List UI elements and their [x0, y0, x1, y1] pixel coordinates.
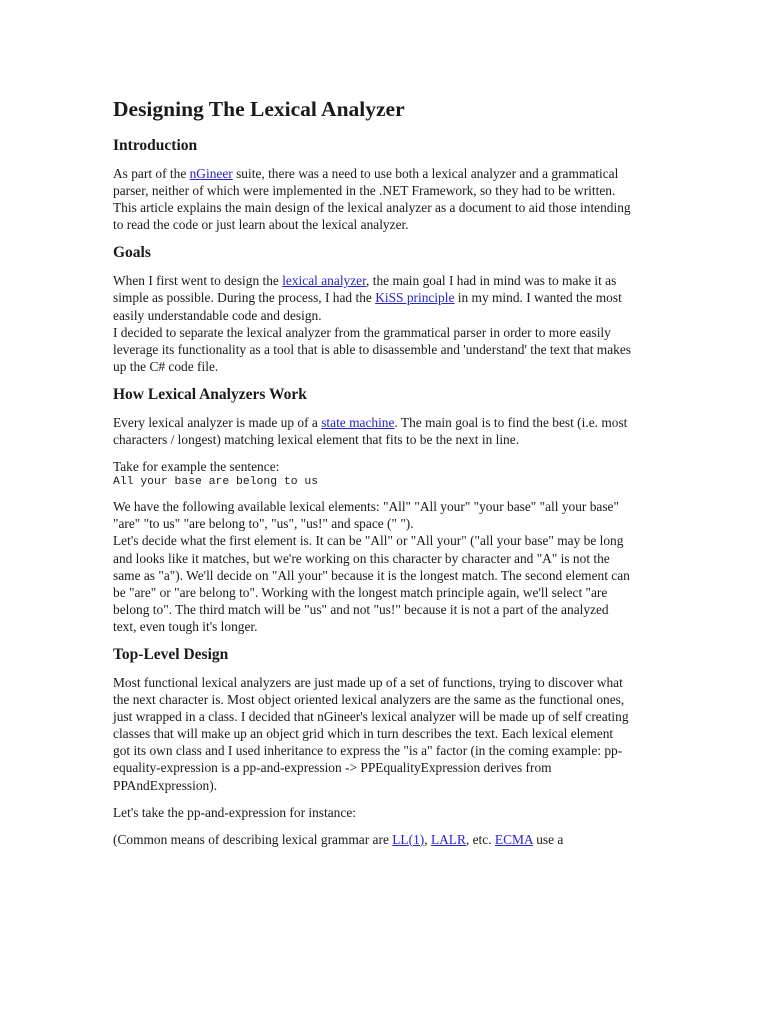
- page-title: Designing The Lexical Analyzer: [113, 97, 405, 121]
- code-example: All your base are belong to us: [113, 476, 319, 489]
- goals-paragraph-2: I decided to separate the lexical analyzer from the grammatical parser in order to more easily leverage its functionality as a tool that is able to disassemble and 'understand' the text that makes up the C# code file.: [113, 324, 631, 374]
- text-run: When I first went to design the: [113, 273, 283, 289]
- text-run: use a: [532, 831, 564, 847]
- top-paragraph-2: Let's take the pp-and-expression for instance:: [113, 804, 356, 820]
- top-paragraph-3: [113, 831, 632, 848]
- how-paragraph-3: We have the following available lexical elements: "All" "All your" "your base" "all your base" "are" "to us" "are belong to", "us", "us!" and space (" ").: [113, 499, 619, 532]
- link-ll1[interactable]: LL(1): [392, 831, 425, 847]
- text-run: , the main goal I had in mind was to make it as simple as possible. During the process, I had the: [113, 273, 617, 306]
- top-paragraph-1: Most functional lexical analyzers are just made up of a set of functions, trying to discover what the next character is. Most object oriented lexical analyzers are the same as the functional ones, just wrapped in a class. I decided that nGineer's lexical analyzer will be made up of self creating classes that will make up an object grid which in turn describes the text. Each lexical element got its own class and I used inheritance to express the "is a" factor (in the coming example: pp-equality-expression is a pp-and-expression -> PPEqualityExpression derives from PPAndExpression).: [113, 674, 629, 793]
- link-ngineer[interactable]: nGineer: [189, 166, 233, 181]
- how-paragraph-2: Take for example the sentence:: [113, 459, 280, 475]
- text-run: in my mind. I wanted the most easily understandable code and design.: [113, 290, 622, 323]
- text-run: suite, there was a need to use both a lexical analyzer and a grammatical parser, neither of which were implemented in the .NET Framework, so they had to be written. This article explains the main design of the lexical analyzer as a document to aid those intending to read the code or just learn about the lexical analyzer.: [113, 166, 631, 233]
- link-ecma[interactable]: ECMA: [494, 831, 533, 847]
- intro-paragraph: [113, 165, 632, 233]
- section-how-lexical-analyzers-work: [113, 385, 632, 635]
- link-lalr[interactable]: LALR: [430, 831, 466, 847]
- section-top-level-design: [113, 645, 632, 848]
- link-state-machine[interactable]: state machine: [321, 414, 395, 430]
- text-run: , etc.: [465, 831, 495, 847]
- text-run: . The main goal is to find the best (i.e. most characters / longest) matching lexical element that fits to be the next in line.: [113, 414, 628, 448]
- text-run: ,: [424, 831, 431, 847]
- heading-goals: Goals: [113, 244, 151, 262]
- goals-paragraph-1: [113, 272, 632, 323]
- heading-how-lexical-analyzers-work: How Lexical Analyzers Work: [113, 385, 307, 403]
- link-kiss-principle[interactable]: KiSS principle: [375, 290, 455, 306]
- link-lexical-analyzer[interactable]: lexical analyzer: [282, 273, 367, 289]
- section-introduction: [113, 136, 632, 233]
- text-run: As part of the: [113, 166, 190, 181]
- section-goals: [113, 243, 632, 375]
- heading-top-level-design: Top-Level Design: [113, 645, 229, 663]
- text-run: (Common means of describing lexical grammar are: [113, 831, 393, 847]
- text-run: Every lexical analyzer is made up of a: [113, 414, 322, 430]
- how-paragraph-1: [113, 414, 632, 448]
- how-paragraph-4: Let's decide what the first element is. It can be "All" or "All your" ("all your base" may be long and looks like it matches, but we're working on this character by character and "A" is not the same as "a"). We'll decide on "All your" because it is the longest match. The second element can be "are" or "are belong to". Working with the longest match principle again, we'll select "are belong to". The third match will be "us" and not "us!" because it is not a part of the analyzed text, even tough it's longer.: [113, 533, 630, 634]
- heading-introduction: Introduction: [113, 137, 198, 154]
